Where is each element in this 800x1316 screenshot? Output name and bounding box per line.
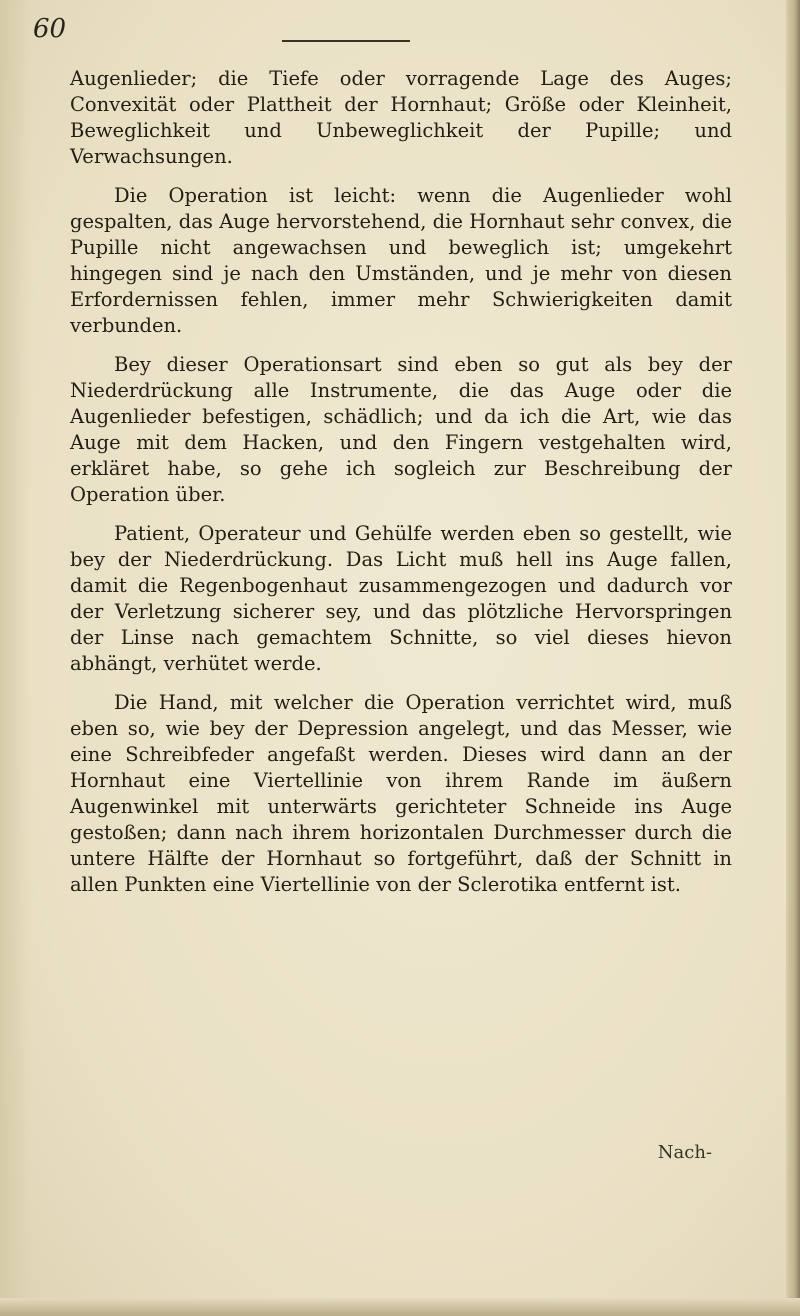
page-bottom-edge <box>0 1298 800 1316</box>
gutter-shadow <box>0 0 30 1316</box>
paragraph-4: Patient, Operateur und Gehülfe werden eben so gestellt, wie bey der Niederdrückung. Das Licht muß hell ins Auge fallen, damit die Regenbogenhaut zusammengezogen und dadurch vor der Verletzung sicherer sey, und das plötzliche Hervorspringen der Linse nach gemachtem Schnitte, so viel dieses hievon abhängt, verhütet werde. <box>70 522 732 675</box>
header-rule <box>282 40 410 42</box>
catchword: Nach- <box>657 1142 712 1163</box>
body-text <box>70 66 732 911</box>
page-number: 60 <box>33 14 67 44</box>
paragraph-2: Die Operation ist leicht: wenn die Augenlieder wohl gespalten, das Auge hervorstehend, die Hornhaut sehr convex, die Pupille nicht angewachsen und beweglich ist; umgekehrt hingegen sind je nach den Umständen, und je mehr von diesen Erfordernissen fehlen, immer mehr Schwierigkeiten damit verbunden. <box>70 184 732 337</box>
paragraph-3: Bey dieser Operationsart sind eben so gut als bey der Niederdrückung alle Instrumente, die das Auge oder die Augenlieder befestigen, schädlich; und da ich die Art, wie das Auge mit dem Hacken, und den Fingern vestgehalten wird, erkläret habe, so gehe ich sogleich zur Beschreibung der Operation über. <box>70 353 732 506</box>
page-edge <box>786 0 800 1316</box>
paragraph-1: Augenlieder; die Tiefe oder vorragende Lage des Auges; Convexität oder Plattheit der Hornhaut; Größe oder Kleinheit, Beweglichkeit und Unbeweglichkeit der Pupille; und Verwachsungen. <box>70 67 732 168</box>
paragraph-5: Die Hand, mit welcher die Operation verrichtet wird, muß eben so, wie bey der Depression angelegt, und das Messer, wie eine Schreibfeder angefaßt werden. Dieses wird dann an der Hornhaut eine Viertellinie von ihrem Rande im äußern Augenwinkel mit unterwärts gerichteter Schneide ins Auge gestoßen; dann nach ihrem horizontalen Durchmesser durch die untere Hälfte der Hornhaut so fortgeführt, daß der Schnitt in allen Punkten eine Viertellinie von der Sclerotika entfernt ist. <box>70 691 732 896</box>
